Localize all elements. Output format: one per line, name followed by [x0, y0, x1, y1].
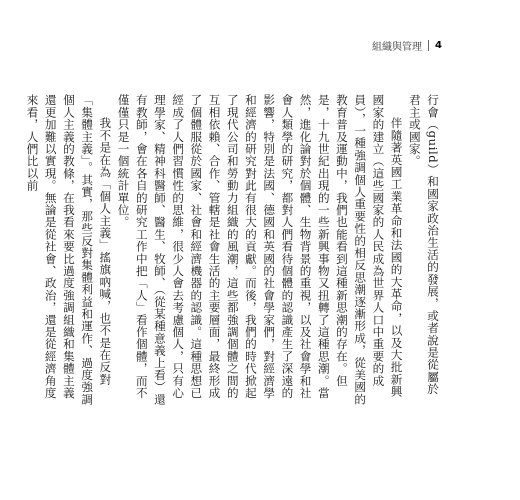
paragraph: 我不是在為「個人主義」搖旗吶喊，也不是在反對「集體主義」。其實，那些反對集體利益和運作、過度強調個人主義的教條，在我看來要比過度強調組織和集體主義還更加難以實現。無論是從社會、政治，還是從經濟角度來看，人們比以前: [25, 94, 113, 406]
running-header: [372, 38, 442, 53]
paragraph: 行會（guild）和國家政治生活的發展，或者說是從屬於君主或國家。: [407, 94, 440, 396]
body-text: [25, 94, 442, 406]
header-divider: [428, 40, 429, 51]
paragraph: 伴隨著英國工業革命和法國的大革命，以及大批新興國家的建立（這些國家的人民成為世界人口中重要的成員），一種強調個人重要性的相反思潮逐漸形成，從美國的教育普及運動中，我們也能看到這種新思潮的存在。但是，十九世紀出現的一些新興事物又扭轉了這種思潮。當然，進化論對於個體、生物背景的重視，以及社會學和社會人類學的研究，都對人們看待個體的認識產生了深遠的影響，特別是法國、德國和英國的社會學家們，對經濟學和經濟的研究對此有很大的貢獻。而後，我們的時代掀起了現代公司和勞動力組織的風潮，這些都強調個體之間的互相依賴、合作、管轄是社會生活的主要層面，最終形成了個體服從於國家、社會和經濟機器的認識。這種思想已經成了人們習慣性的思維，很少人會去考慮個人，只有心理學家、精神科醫師、醫生、牧師、（從某種意義上看）還有教師，會在各自的研究工作中把「人」看作個體，而不僅僅只是一個統計單位。: [116, 94, 404, 406]
page-number: 4: [435, 40, 442, 51]
running-title: 組織與管理: [372, 42, 423, 53]
